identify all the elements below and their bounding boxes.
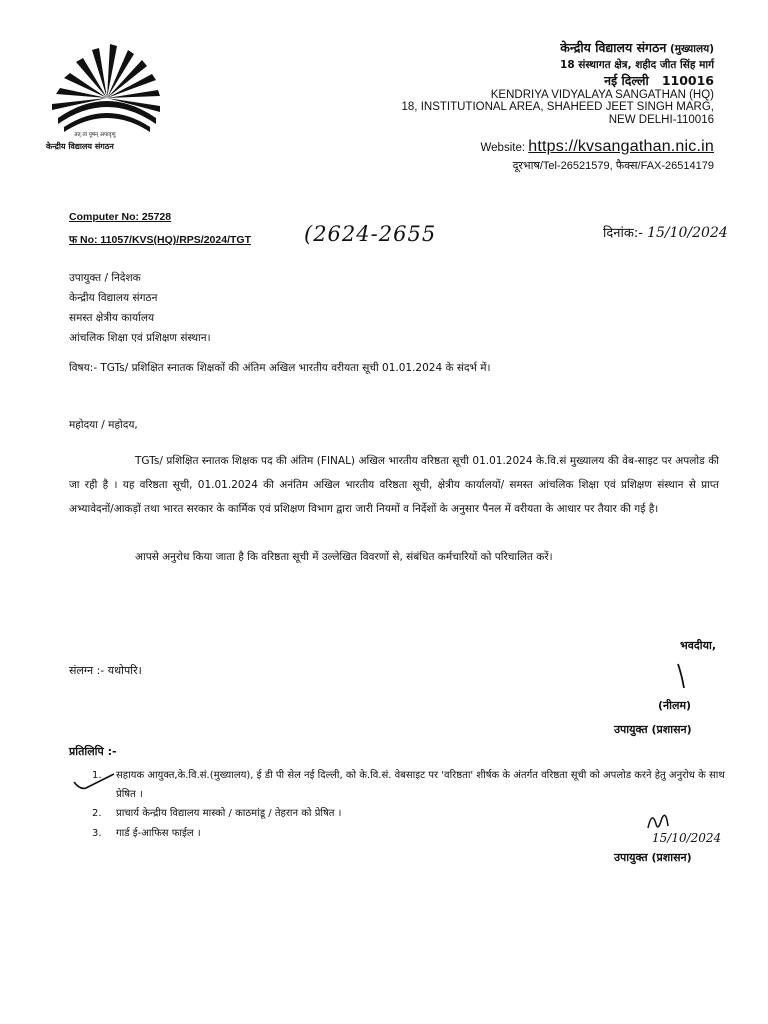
recipient-line: आंचलिक शिक्षा एवं प्रशिक्षण संस्थान। xyxy=(69,332,211,344)
file-number: फ No: 11057/KVS(HQ)/RPS/2024/TGT xyxy=(69,234,251,246)
handwritten-dispatch-number: (2624-2655 xyxy=(304,222,437,246)
copy-to-list xyxy=(92,766,732,844)
copy-to-item-number: 1. xyxy=(92,770,102,781)
date-line xyxy=(603,223,728,241)
logo-caption: केन्द्रीय विद्यालय संगठन xyxy=(46,142,114,151)
website-line xyxy=(481,138,715,156)
initials-date: 15/10/2024 xyxy=(652,831,722,845)
copy-designation: उपायुक्त (प्रशासन) xyxy=(614,851,692,864)
org-english: KENDRIYA VIDYALAYA SANGATHAN (HQ) xyxy=(490,88,714,101)
website-link[interactable]: https://kvsangathan.nic.in xyxy=(528,138,714,155)
body-paragraph-1: TGTs/ प्रशिक्षित स्नातक शिक्षक पद की अंतिम (FINAL) अखिल भारतीय वरिष्ठता सूची 01.01.2024 के.वि.सं मुख्यालय की वेब-साइट पर अपलोड की जा रही है । यह वरिष्ठता सूची, 01.01.2024 की अनंतिम अखिल भारतीय वरिष्ठता सूची, क्षेत्रीय कार्यालयों/ समस्त आंचलिक शिक्षा एवं प्रशिक्षण संस्थान से प्राप्त अभ्यावेदनों/आकड़ों तथा भारत सरकार के कार्मिक एवं प्रशिक्षण विभाग द्वारा जारी नियमों व निर्देशों के अनुसार पैनल में वरीयता के आधार पर तैयार की गई है। xyxy=(69,455,719,515)
copy-to-item-text: गार्ड ई-आफिस फाईल । xyxy=(116,828,201,839)
recipient-line: उपायुक्त / निदेशक xyxy=(69,272,141,284)
recipient-line: केन्द्रीय विद्यालय संगठन xyxy=(69,292,158,304)
addr-hindi: 18 संस्थागत क्षेत्र, शहीद जीत सिंह मार्ग xyxy=(560,58,714,71)
letterhead-address xyxy=(334,40,714,126)
copy-to-item-number: 3. xyxy=(92,828,102,839)
addr-english: 18, INSTITUTIONAL AREA, SHAHEED JEET SINGH MARG, xyxy=(401,101,714,113)
copy-to-item-number: 2. xyxy=(92,808,102,819)
city-english: NEW DELHI-110016 xyxy=(608,113,714,126)
enclosure: संलग्न :- यथोपरि। xyxy=(69,664,142,677)
signatory-name: (नीलम) xyxy=(658,699,692,712)
copy-to-item xyxy=(92,766,732,804)
recipient-line: समस्त क्षेत्रीय कार्यालय xyxy=(69,312,155,324)
salutation: महोदया / महोदय, xyxy=(69,419,138,431)
city-hindi: नई दिल्ली xyxy=(604,73,649,88)
tel-fax: दूरभाष/Tel-26521579, फैक्स/FAX-26514179 xyxy=(512,160,714,172)
copy-to-item xyxy=(92,824,732,844)
copy-to-heading: प्रतिलिपि :- xyxy=(69,745,117,758)
copy-to-item xyxy=(92,804,732,824)
date-value: 15/10/2024 xyxy=(647,225,728,241)
org-hindi-line xyxy=(334,40,714,58)
org-hindi-hq: (मुख्यालय) xyxy=(669,43,714,55)
pin-code: 110016 xyxy=(661,73,714,88)
website-label: Website: xyxy=(480,142,526,154)
closing: भवदीया, xyxy=(680,639,716,652)
subject-line: विषय:- TGTs/ प्रशिक्षित स्नातक शिक्षकों की अंतिम अखिल भारतीय वरीयता सूची 01.01.2024 के संदर्भ में। xyxy=(69,362,491,374)
date-label: दिनांक:- xyxy=(603,226,643,241)
org-hindi: केन्द्रीय विद्यालय संगठन xyxy=(560,40,667,55)
recipients-block xyxy=(69,268,211,348)
city-hindi-line xyxy=(334,73,714,89)
body-paragraph-2: आपसे अनुरोध किया जाता है कि वरिष्ठता सूची में उल्लेखित विवरणों से, संबंधित कर्मचारियों को परिचालित करें। xyxy=(135,551,553,563)
logo-motto: तत् त्वं पूषन् अपावृणु xyxy=(74,132,116,138)
copy-to-item-text: प्राचार्य केन्द्रीय विद्यालय मास्को / काठमांडू / तेहरान को प्रेषित । xyxy=(116,808,342,819)
handwritten-initials xyxy=(642,806,738,850)
computer-number: Computer No: 25728 xyxy=(69,211,172,223)
signature-mark xyxy=(672,662,692,694)
signatory-designation: उपायुक्त (प्रशासन) xyxy=(614,723,692,736)
copy-to-item-text: सहायक आयुक्त,के.वि.सं.(मुख्यालय), ई डी पी सेल नई दिल्ली, को के.वि.सं. वेबसाइट पर 'वरिष्ठता' शीर्षक के अंतर्गत वरिष्ठता सूची को अपलोड करने हेतु अनुरोध के साथ प्रेषित । xyxy=(116,770,725,800)
